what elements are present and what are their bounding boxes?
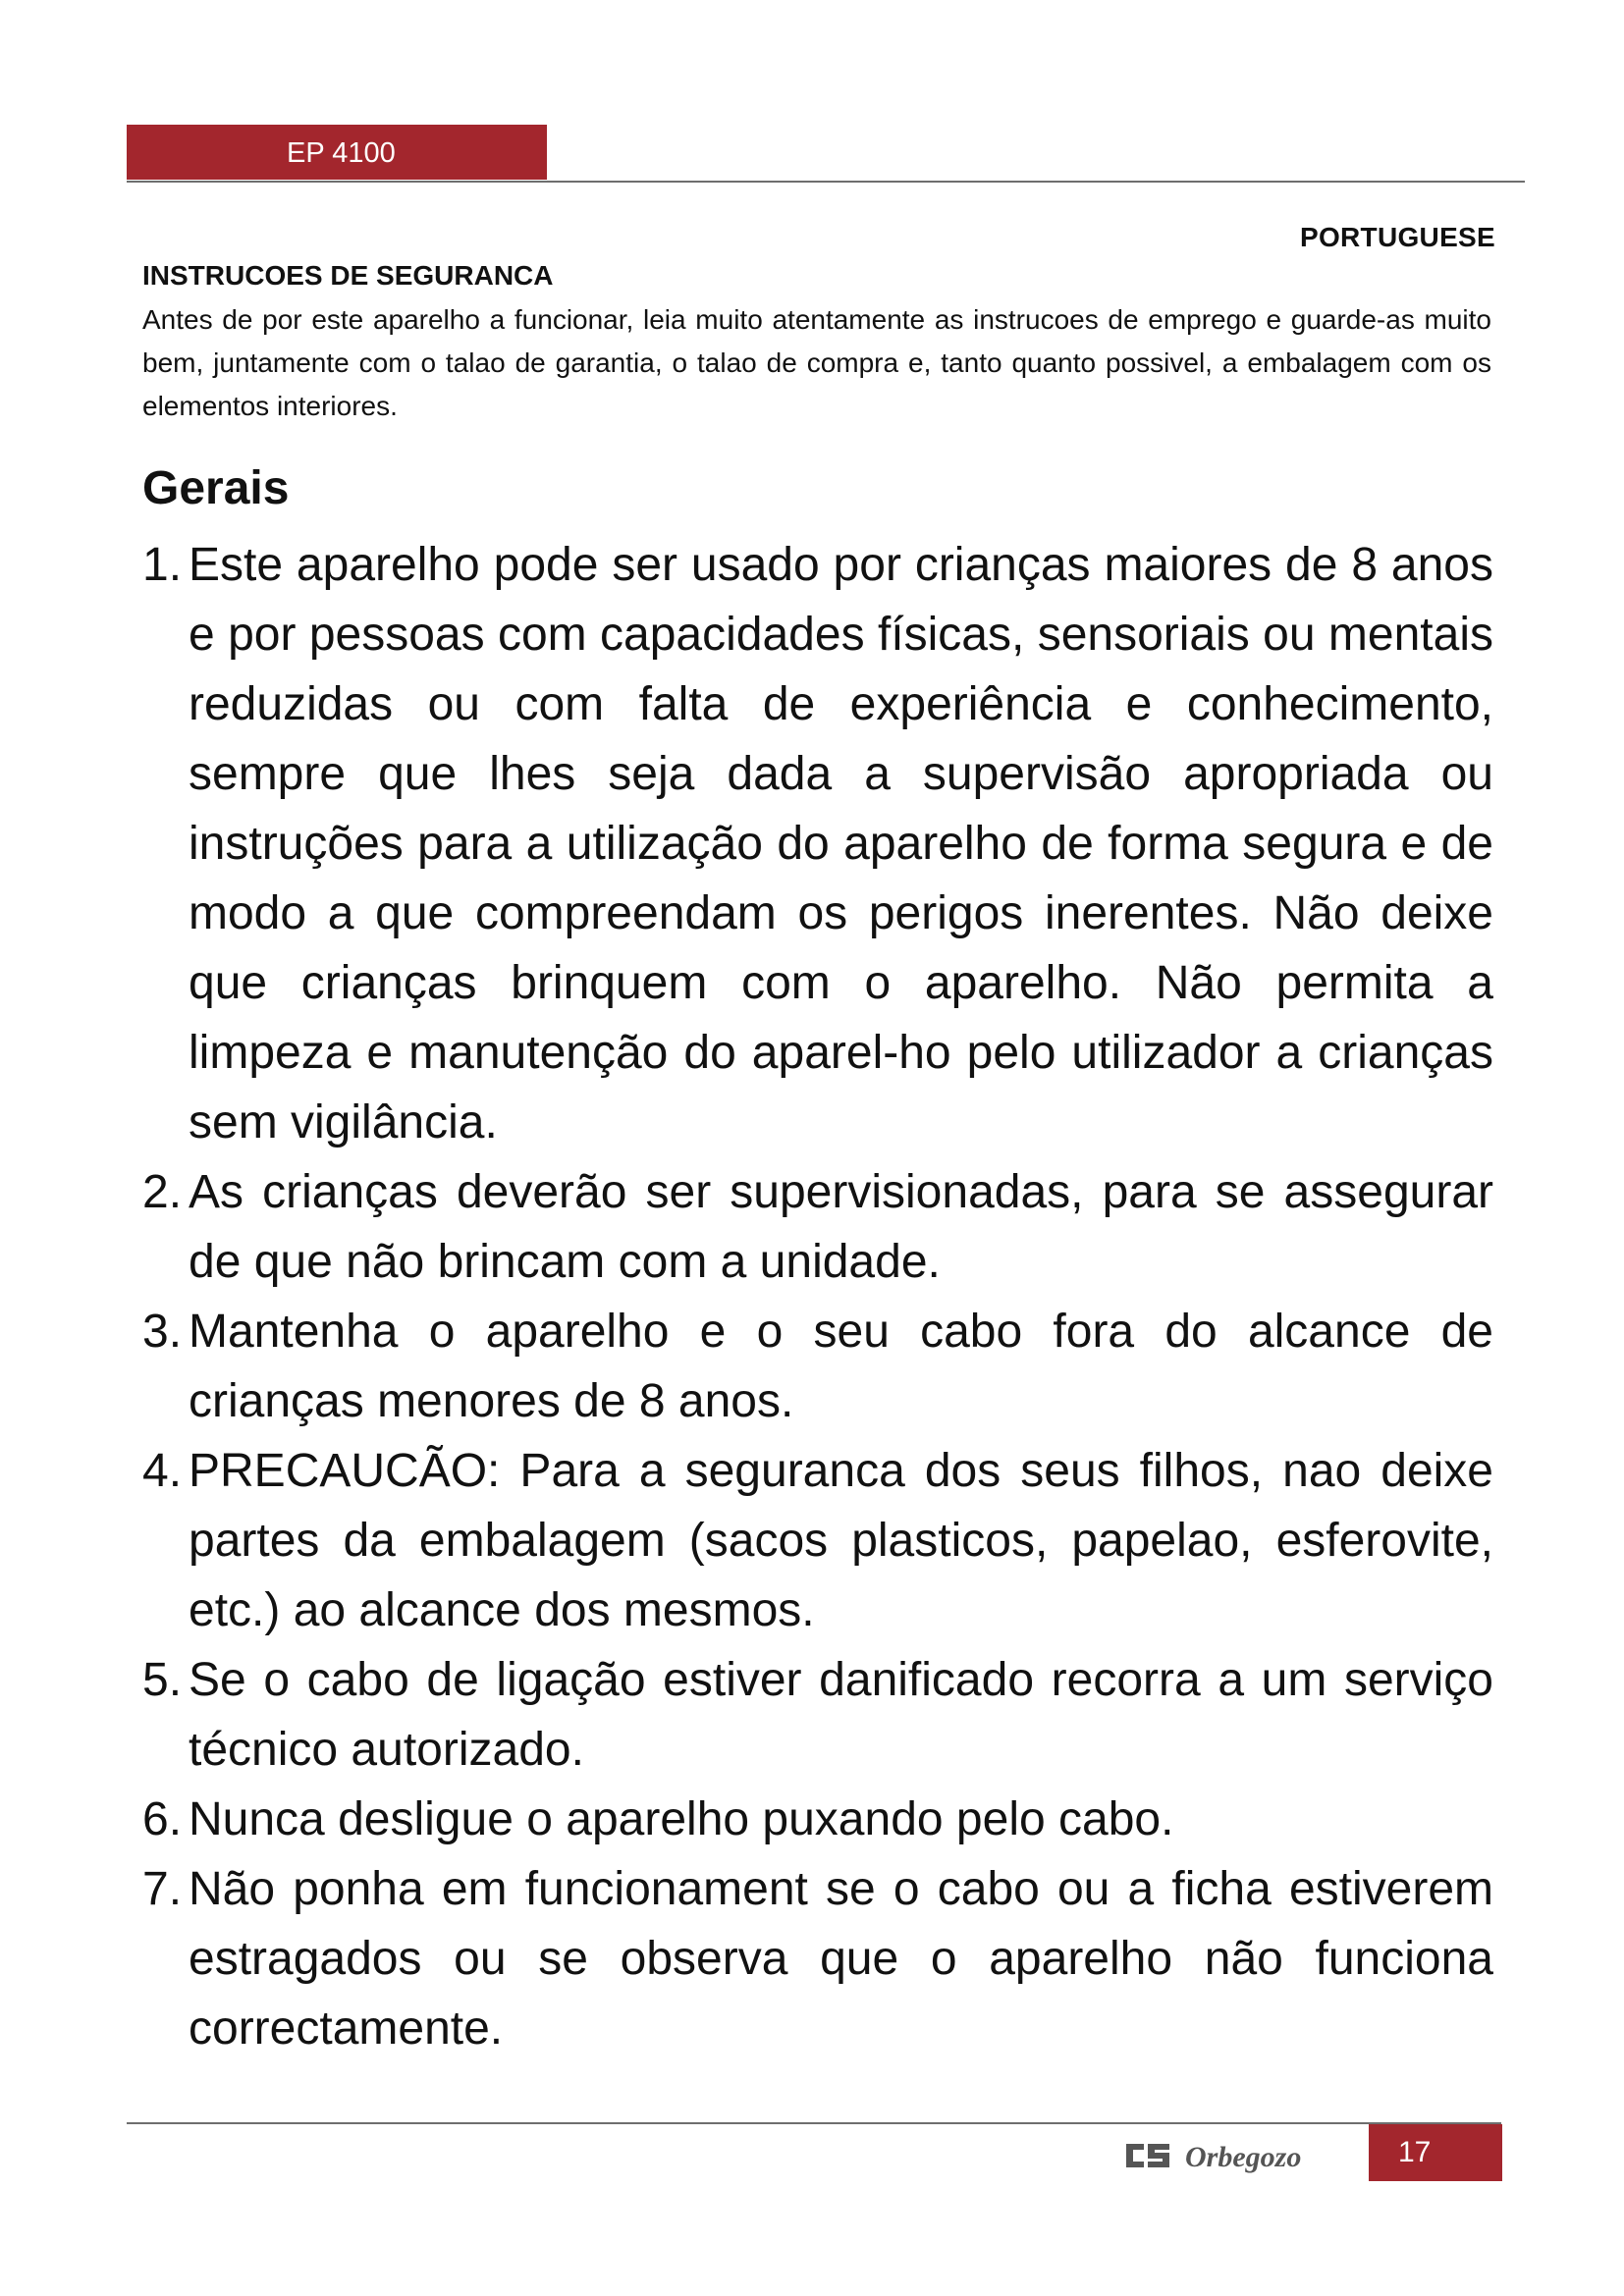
list-item (142, 1157, 1493, 1297)
footer-divider (127, 2122, 1501, 2124)
section-heading: Gerais (142, 462, 290, 514)
model-tab (127, 125, 547, 180)
brand-wordmark: Orbegozo (1185, 2141, 1302, 2173)
list-item (142, 1645, 1493, 1785)
brand-mark-icon (1126, 2144, 1169, 2167)
list-item-text: PRECAUCÃO: Para a seguranca dos seus filhos, nao deixe partes da embalagem (sacos plasticos, papelao, esferovite, etc.) ao alcance dos mesmos. (189, 1445, 1493, 1636)
list-item-number: 4. (142, 1445, 183, 1497)
safety-rules-list (142, 530, 1493, 2063)
list-item-text: Nunca desligue o aparelho puxando pelo cabo. (189, 1793, 1174, 1845)
brand-logo (1124, 2132, 1354, 2179)
header-divider (127, 181, 1525, 183)
page-number: 17 (1398, 2136, 1432, 2168)
list-item (142, 1854, 1493, 2063)
list-item-number: 6. (142, 1793, 183, 1845)
list-item (142, 1297, 1493, 1436)
list-item-text: Mantenha o aparelho e o seu cabo fora do alcance de crianças menores de 8 anos. (189, 1306, 1493, 1427)
list-item (142, 1436, 1493, 1645)
list-item-number: 3. (142, 1306, 183, 1358)
list-item-number: 1. (142, 539, 183, 591)
model-label: EP 4100 (287, 137, 396, 169)
list-item-text: Se o cabo de ligação estiver danificado recorra a um serviço técnico autorizado. (189, 1654, 1493, 1776)
list-item-text: Não ponha em funcionament se o cabo ou a ficha estiverem estragados ou se observa que o aparelho não funciona correctamente. (189, 1863, 1493, 2055)
language-label: PORTUGUESE (1299, 222, 1495, 252)
page-number-box (1369, 2124, 1502, 2181)
list-item (142, 1785, 1493, 1854)
safety-intro: Antes de por este aparelho a funcionar, leia muito atentamente as instrucoes de emprego e guarde-as muito bem, juntamente com o talao de garantia, o talao de compra e, tanto quanto possivel, a embalagem com os elementos interiores. (142, 304, 1491, 421)
list-item-number: 7. (142, 1863, 183, 1915)
list-item (142, 530, 1493, 1157)
list-item-text: Este aparelho pode ser usado por crianças maiores de 8 anos e por pessoas com capacidades físicas, sensoriais ou mentais reduzidas ou com falta de experiência e conhecimento, sempre que lhes seja dada a supervisão apropriada ou instruções para a utilização do aparelho de forma segura e de modo a que compreendam os perigos inerentes. Não deixe que crianças brinquem com o aparelho. Não permita a limpeza e manutenção do aparel-ho pelo utilizador a crianças sem vigilância. (189, 539, 1493, 1148)
list-item-number: 2. (142, 1166, 183, 1218)
list-item-text: As crianças deverão ser supervisionadas, para se assegurar de que não brincam com a unidade. (189, 1166, 1493, 1288)
list-item-number: 5. (142, 1654, 183, 1706)
safety-title: INSTRUCOES DE SEGURANCA (142, 260, 554, 291)
